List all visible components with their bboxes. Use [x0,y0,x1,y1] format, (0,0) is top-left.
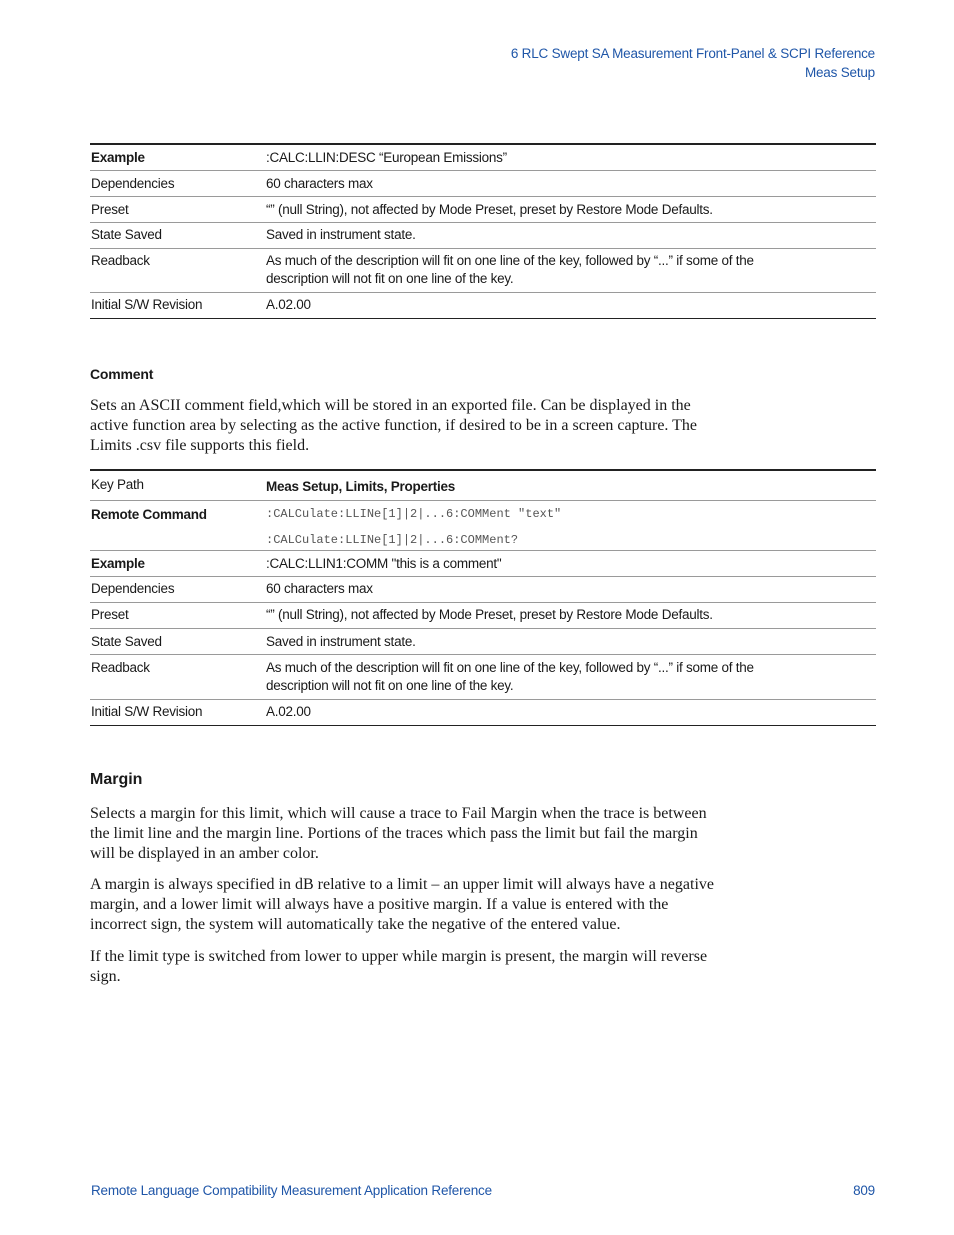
paragraph-line: margin, and a lower limit will always have a positive margin. If a value is entered with the [90,896,669,913]
comment-properties-table [90,469,876,726]
paragraph-line: If the limit type is switched from lower to upper while margin is present, the margin will reverse [90,948,708,965]
row-value [265,500,876,550]
paragraph-line: Sets an ASCII comment field,which will be stored in an exported file. Can be displayed in the [90,397,691,414]
chapter-title: 6 RLC Swept SA Measurement Front-Panel & SCPI Reference [510,46,875,61]
table-row [90,470,876,500]
remote-command-query: :CALCulate:LLINe[1]|2|...6:COMMent? [266,532,519,547]
table-row [90,170,876,196]
row-key: State Saved [91,226,162,242]
row-key: Dependencies [91,175,175,191]
table-row [90,628,876,654]
comment-paragraph [90,396,876,456]
row-value [265,654,876,699]
row-key: Example [91,150,145,165]
paragraph-line: the limit line and the margin line. Portions of the traces which pass the limit but fail the margin [90,825,698,842]
running-header [511,44,875,82]
row-value: 60 characters max [266,580,373,596]
margin-heading: Margin [90,771,143,788]
row-value: :CALC:LLIN:DESC “European Emissions” [266,150,507,165]
row-value: :CALC:LLIN1:COMM "this is a comment" [266,555,502,571]
key-path-value: Meas Setup, Limits, Properties [266,479,456,494]
row-value: Saved in instrument state. [266,633,416,649]
row-value-line: As much of the description will fit on one line of the key, followed by “...” if some of the [266,659,754,675]
paragraph-line: will be displayed in an amber color. [90,845,319,862]
row-value: “” (null String), not affected by Mode Preset, preset by Restore Mode Defaults. [266,201,713,217]
table-row [90,248,876,292]
table-row [90,602,876,628]
table-row [90,576,876,602]
row-key: Readback [91,659,150,675]
row-value-line: As much of the description will fit on one line of the key, followed by “...” if some of the [266,252,754,268]
row-key: Initial S/W Revision [91,296,203,312]
row-value: 60 characters max [266,175,373,191]
description-properties-table [90,143,876,319]
row-value: A.02.00 [266,703,311,719]
row-value: “” (null String), not affected by Mode Preset, preset by Restore Mode Defaults. [266,606,713,622]
paragraph-line: Selects a margin for this limit, which will cause a trace to Fail Margin when the trace is between [90,805,707,822]
table-row [90,292,876,318]
row-value-line: description will not fit on one line of the key. [266,270,514,286]
table-row [90,144,876,170]
table-row [90,196,876,222]
row-key: Preset [91,201,129,217]
margin-paragraph-2 [90,875,876,935]
row-key: Preset [91,606,129,622]
margin-paragraph-1 [90,804,876,864]
row-value-line: description will not fit on one line of the key. [266,677,514,693]
row-key: Readback [91,252,150,268]
row-key: Key Path [91,477,144,492]
table-row [90,222,876,248]
paragraph-line: sign. [90,968,121,985]
table-row [90,654,876,699]
section-title: Meas Setup [804,65,875,80]
row-key: Initial S/W Revision [91,703,203,719]
table-row [90,699,876,725]
row-key: Remote Command [91,506,207,522]
page-number: 809 [853,1183,875,1198]
row-value [265,248,876,292]
row-key: Dependencies [91,580,175,596]
table-row [90,500,876,550]
running-footer [91,1183,875,1198]
row-value: Saved in instrument state. [266,226,416,242]
margin-paragraph-3 [90,947,876,987]
paragraph-line: active function area by selecting as the active function, if desired to be in a screen capture. The [90,417,697,434]
row-value: A.02.00 [266,296,311,312]
row-key: State Saved [91,633,162,649]
remote-command-set: :CALCulate:LLINe[1]|2|...6:COMMent "text" [266,506,562,521]
document-title: Remote Language Compatibility Measurement Application Reference [91,1183,492,1198]
paragraph-line: A margin is always specified in dB relative to a limit – an upper limit will always have a negative [90,876,714,893]
row-key: Example [91,555,145,571]
comment-heading: Comment [90,366,154,382]
paragraph-line: incorrect sign, the system will automatically take the negative of the entered value. [90,916,621,933]
paragraph-line: Limits .csv file supports this field. [90,437,310,454]
table-row [90,550,876,576]
